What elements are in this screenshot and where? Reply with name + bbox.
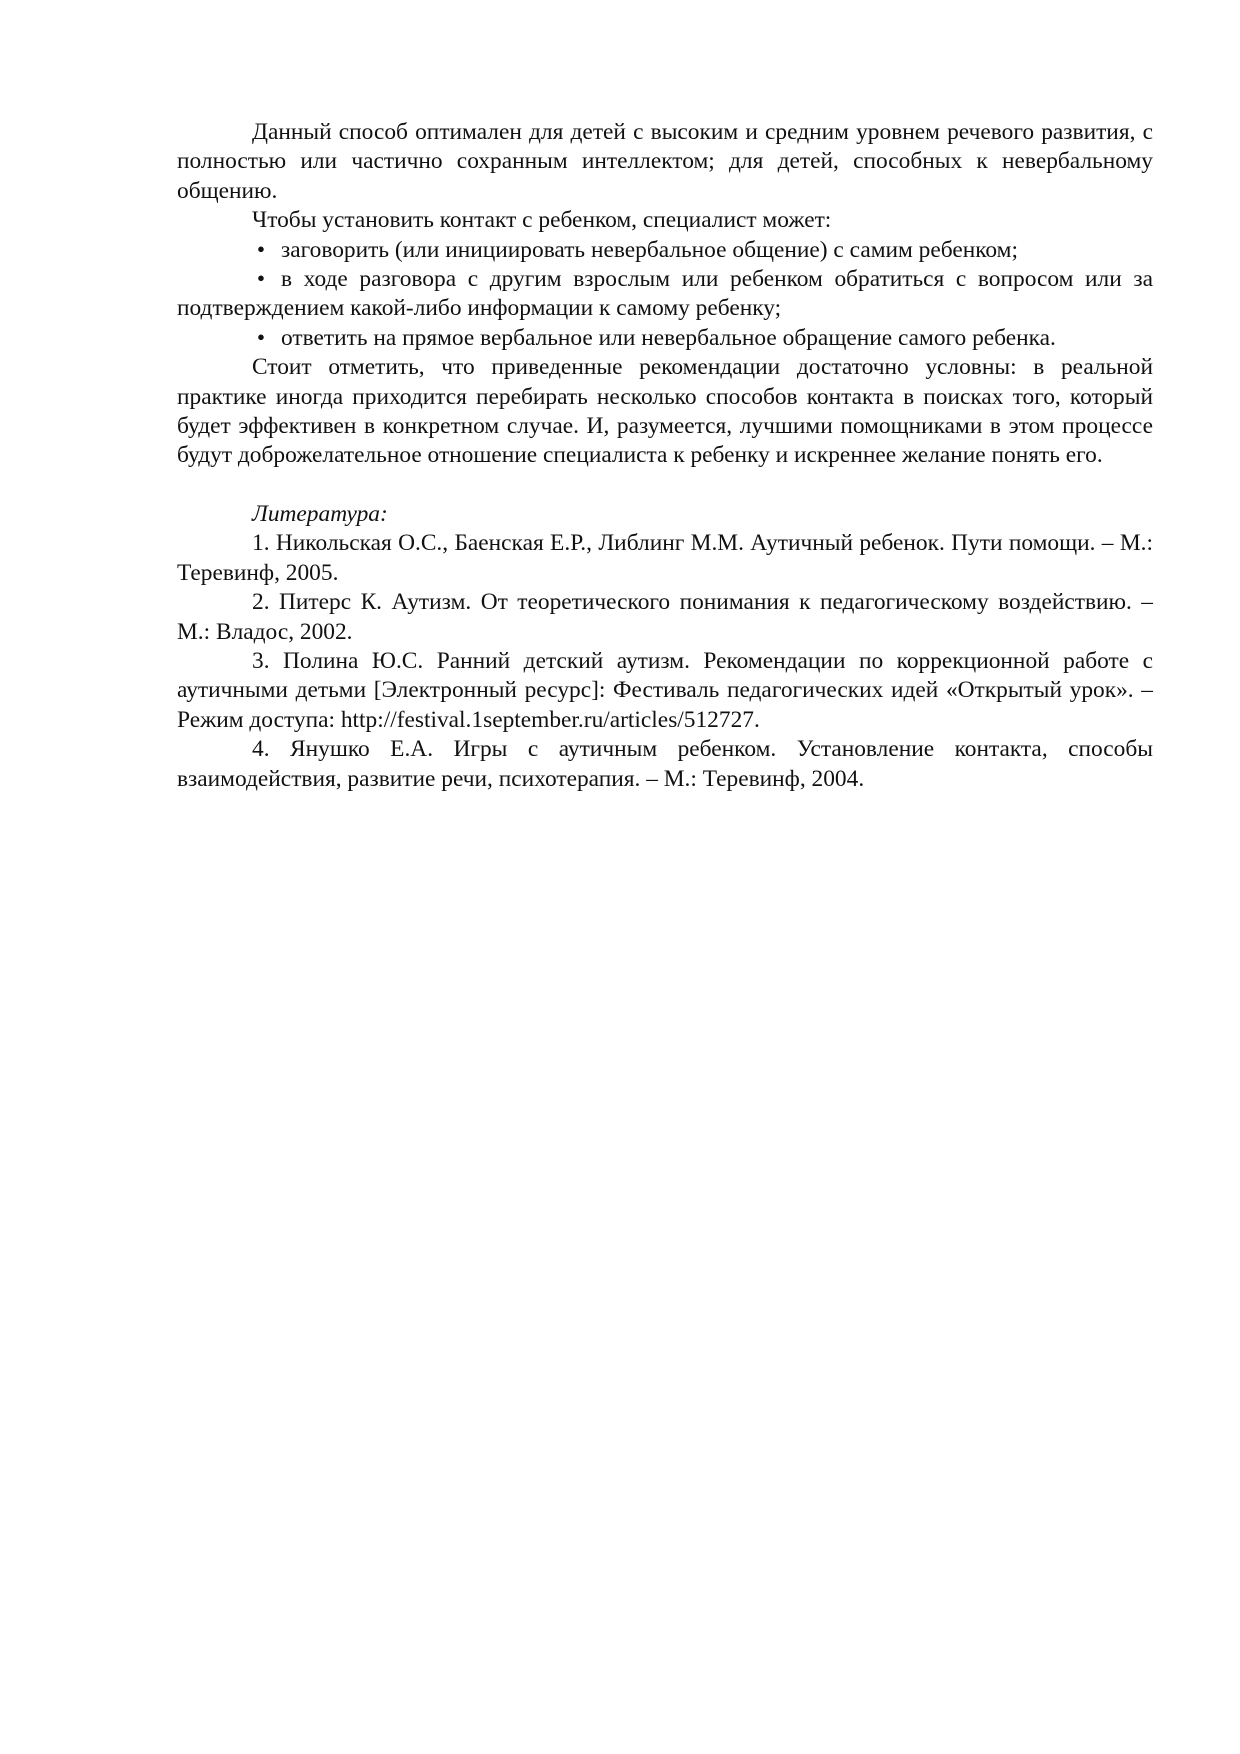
list-item bbox=[177, 265, 1153, 324]
intro-paragraph: Данный способ оптимален для детей с высоким и средним уровнем речевого развития, с полностью или частично сохранным интеллектом; для детей, способных к невербальному общению. bbox=[177, 119, 1153, 204]
document-page bbox=[177, 118, 1153, 794]
literature-heading: Литература: bbox=[252, 500, 388, 527]
literature-item: 1. Никольская О.С., Баенская Е.Р., Либлинг М.М. Аутичный ребенок. Пути помощи. – М.: Теревинф, 2005. bbox=[177, 530, 1153, 586]
list-item-text: в ходе разговора с другим взрослым или ребенком обратиться с вопросом или за подтверждением какой-либо информации к самому ребенку; bbox=[177, 266, 1153, 322]
bullet-dot-icon: • bbox=[256, 266, 266, 293]
list-item-text: заговорить (или инициировать невербальное общение) с самим ребенком; bbox=[281, 236, 1018, 263]
literature-item: 3. Полина Ю.С. Ранний детский аутизм. Рекомендации по коррекционной работе с аутичными детьми [Электронный ресурс]: Фестиваль педагогических идей «Открытый урок». – Режим доступа: http://festival.1september.ru/articles/512727. bbox=[177, 647, 1153, 733]
literature-item: 4. Янушко Е.А. Игры с аутичным ребенком. Установление контакта, способы взаимодействия, развитие речи, психотерапия. – М.: Теревинф, 2004. bbox=[177, 736, 1153, 792]
contact-lead-paragraph: Чтобы установить контакт с ребенком, специалист может: bbox=[252, 207, 832, 234]
contact-methods-list bbox=[177, 236, 1153, 354]
bullet-dot-icon: • bbox=[256, 236, 266, 263]
list-item bbox=[177, 324, 1153, 353]
closing-paragraph: Стоит отметить, что приведенные рекомендации достаточно условны: в реальной практике иногда приходится перебирать несколько способов контакта в поисках того, который будет эффективен в конкретном случае. И, разумеется, лучшими помощниками в этом процессе будут доброжелательное отношение специалиста к ребенку и искреннее желание понять его. bbox=[177, 354, 1153, 469]
literature-list bbox=[177, 529, 1153, 794]
section-spacer bbox=[177, 471, 1153, 500]
literature-item: 2. Питерс К. Аутизм. От теоретического понимания к педагогическому воздействию. – М.: Владос, 2002. bbox=[177, 589, 1153, 645]
list-item bbox=[177, 236, 1153, 265]
list-item-text: ответить на прямое вербальное или невербальное обращение самого ребенка. bbox=[281, 324, 1056, 351]
bullet-dot-icon: • bbox=[256, 324, 266, 351]
